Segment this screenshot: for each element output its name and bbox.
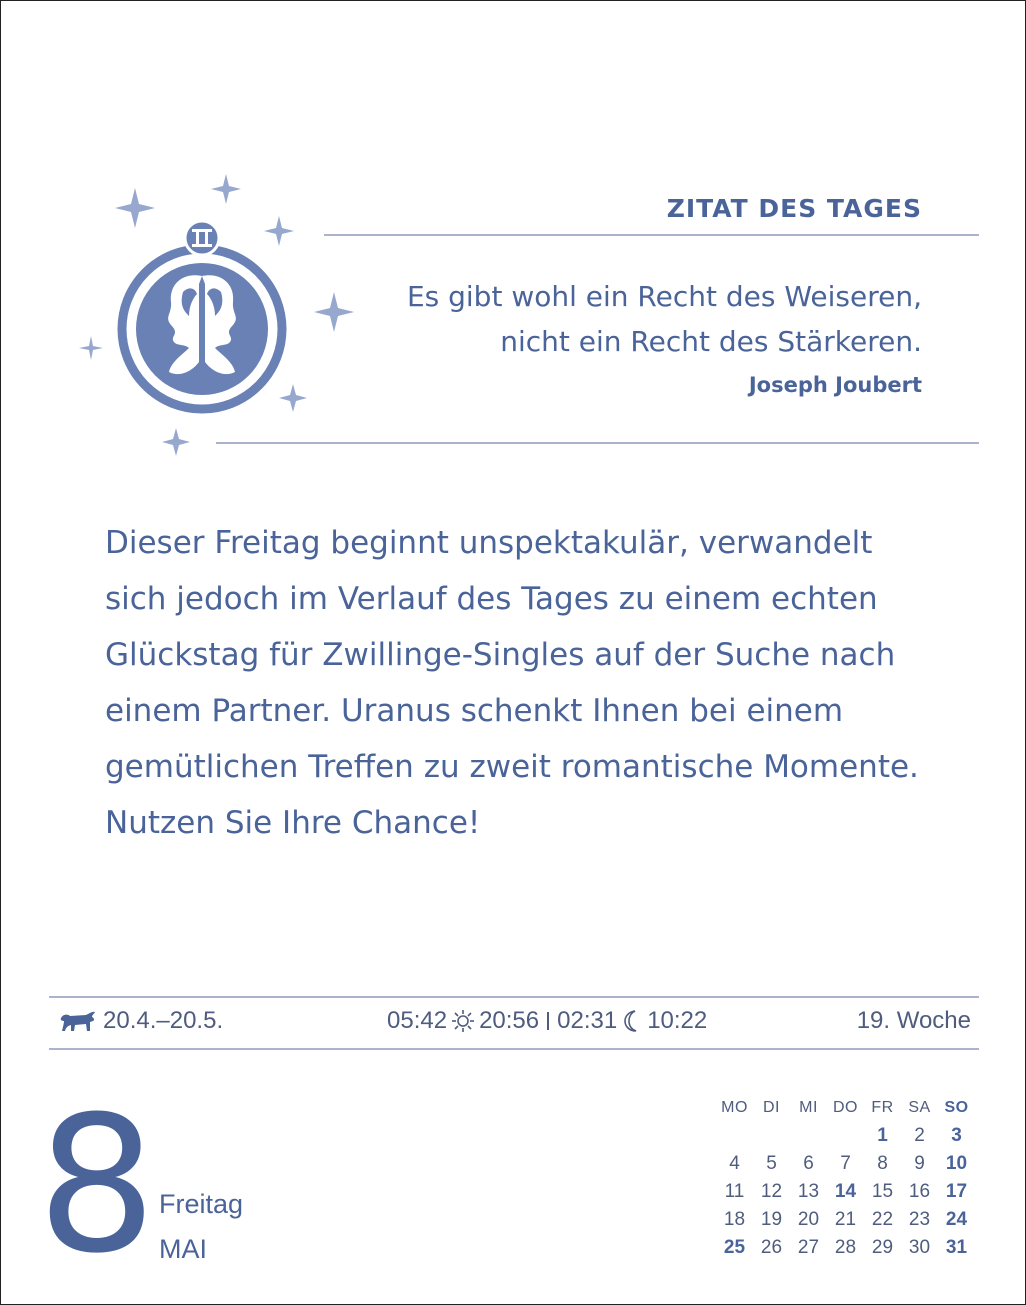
- calendar-weekday-header: DI: [763, 1099, 780, 1116]
- quote-author: Joseph Joubert: [748, 373, 922, 397]
- calendar-empty-cell: [716, 1122, 753, 1150]
- horoscope-line: Dieser Freitag beginnt unspektakulär, verwandelt: [105, 525, 873, 561]
- calendar-day: 26: [760, 1237, 783, 1258]
- horoscope-line: einem Partner. Uranus schenkt Ihnen bei einem: [105, 693, 844, 729]
- calendar-day: 15: [871, 1181, 894, 1202]
- calendar-day: 1: [877, 1125, 888, 1146]
- calendar-day: 11: [724, 1181, 745, 1202]
- horoscope-line: sich jedoch im Verlauf des Tages zu einem echten: [105, 581, 878, 617]
- calendar-day: 18: [723, 1209, 746, 1230]
- calendar-day: 12: [760, 1181, 783, 1202]
- calendar-day: 29: [871, 1237, 894, 1258]
- calendar-day: 2: [914, 1125, 925, 1146]
- calendar-empty-cell: [790, 1122, 827, 1150]
- calendar-day: 13: [797, 1181, 820, 1202]
- calendar-weekday-header: FR: [871, 1099, 894, 1116]
- quote-top-rule: [324, 234, 979, 236]
- calendar-day: 20: [797, 1209, 820, 1230]
- horoscope-line: gemütlichen Treffen zu zweit romantische Momente.: [105, 749, 919, 785]
- taurus-bull-icon: [59, 1009, 97, 1033]
- calendar-day: 6: [803, 1153, 814, 1174]
- calendar-day: 22: [871, 1209, 894, 1230]
- calendar-day: 30: [908, 1237, 931, 1258]
- day-number: 8: [37, 1076, 157, 1295]
- sunset-time: 20:56: [479, 1007, 540, 1034]
- calendar-weekday-header: SA: [908, 1099, 931, 1116]
- calendar-day: 4: [729, 1153, 740, 1174]
- calendar-day: 27: [797, 1237, 820, 1258]
- month-name: MAI: [159, 1234, 208, 1264]
- sun-moon-times: [387, 1007, 707, 1035]
- calendar-day: 9: [914, 1153, 925, 1174]
- calendar-day: 5: [766, 1153, 777, 1174]
- calendar-day: 28: [834, 1237, 857, 1258]
- info-bar: [49, 1007, 979, 1043]
- moonrise-time: 02:31: [557, 1007, 618, 1034]
- info-top-rule: [49, 996, 979, 998]
- calendar-day: 14: [834, 1181, 857, 1202]
- calendar-day: 19: [760, 1209, 783, 1230]
- calendar-empty-cell: [827, 1122, 864, 1150]
- gemini-emblem: [71, 166, 371, 466]
- sun-icon: [451, 1009, 475, 1033]
- calendar-day: 24: [945, 1209, 968, 1230]
- calendar-day: 10: [945, 1153, 968, 1174]
- sunrise-time: 05:42: [387, 1007, 448, 1034]
- calendar-day: 8: [877, 1153, 888, 1174]
- calendar-day: 7: [840, 1153, 851, 1174]
- calendar-day: 31: [945, 1237, 968, 1258]
- horoscope-line: Glückstag für Zwillinge-Singles auf der Suche nach: [105, 637, 896, 673]
- divider: [547, 1012, 549, 1030]
- calendar-day: 16: [908, 1181, 931, 1202]
- calendar-day: 25: [723, 1237, 746, 1258]
- calendar-weekday-header: MO: [721, 1099, 748, 1116]
- moon-icon: [621, 1009, 643, 1033]
- weekday-name: Freitag: [159, 1189, 244, 1219]
- calendar-weekday-header: SO: [944, 1099, 969, 1116]
- info-bottom-rule: [49, 1048, 979, 1050]
- sign-date-range: 20.4.–20.5.: [103, 1007, 224, 1034]
- calendar-day: 3: [951, 1125, 962, 1146]
- calendar-empty-cell: [753, 1122, 790, 1150]
- mini-calendar: [716, 1094, 975, 1262]
- quote-bottom-rule: [216, 442, 979, 444]
- week-number: 19. Woche: [856, 1007, 971, 1034]
- quote-title: ZITAT DES TAGES: [666, 194, 922, 223]
- sign-range: [59, 1007, 223, 1035]
- calendar-day: 23: [908, 1209, 931, 1230]
- quote-line: Es gibt wohl ein Recht des Weiseren,: [406, 280, 922, 313]
- calendar-weekday-header: DO: [833, 1099, 858, 1116]
- moonset-time: 10:22: [647, 1007, 708, 1034]
- calendar-day: 21: [834, 1209, 857, 1230]
- horoscope-line: Nutzen Sie Ihre Chance!: [105, 805, 481, 841]
- quote-text: [362, 274, 922, 364]
- calendar-day: 17: [945, 1181, 968, 1202]
- horoscope-text: [105, 515, 945, 851]
- calendar-weekday-header: MI: [799, 1099, 818, 1116]
- quote-line: nicht ein Recht des Stärkeren.: [500, 325, 922, 358]
